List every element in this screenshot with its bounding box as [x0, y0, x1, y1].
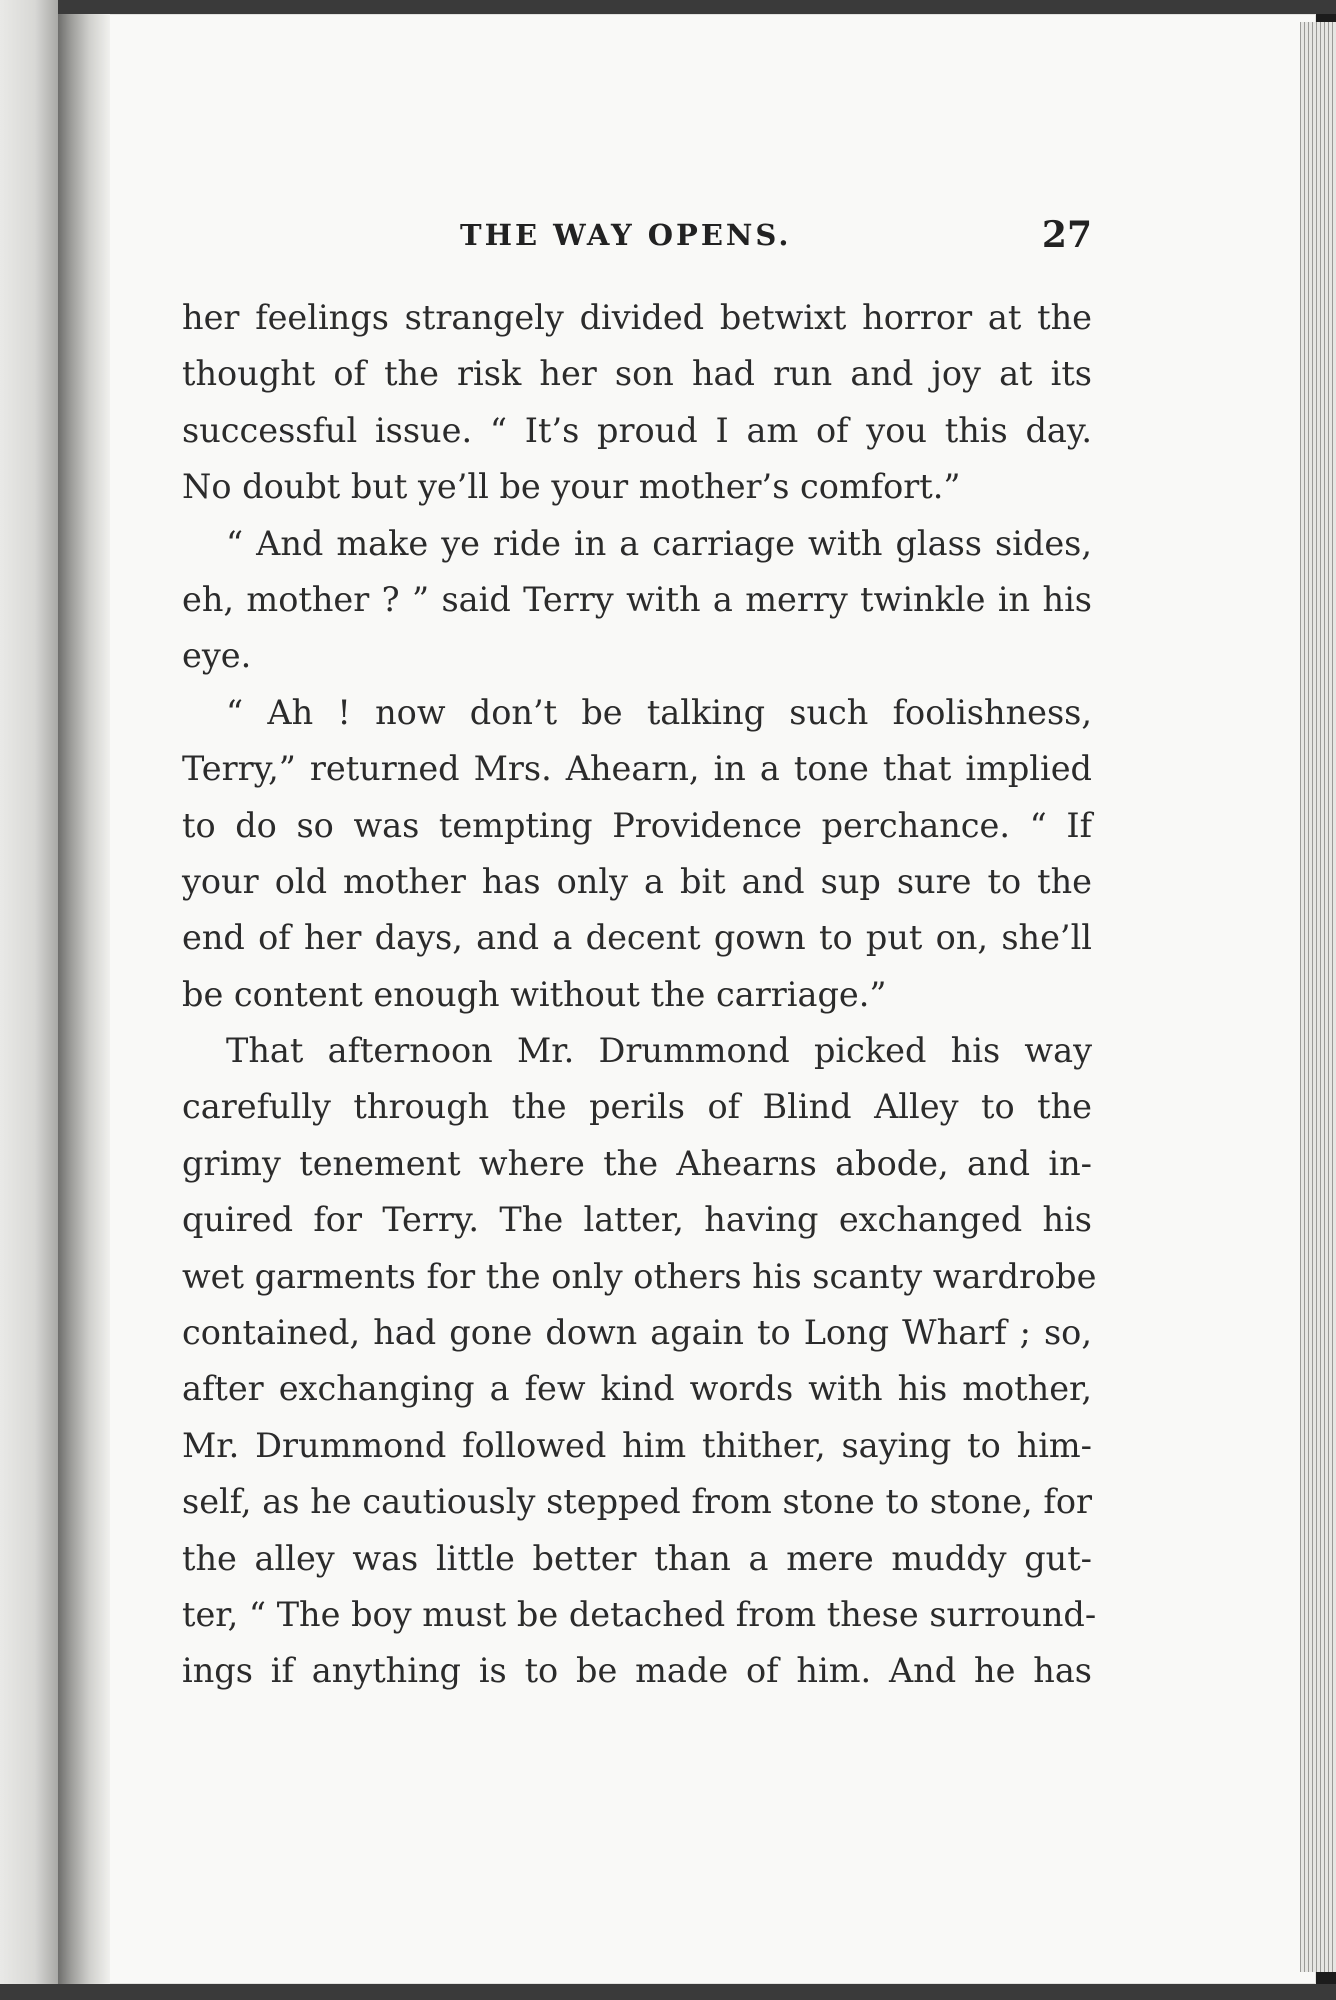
text-line: after exchanging a few kind words with his mother,	[182, 1369, 1092, 1409]
text-line: the alley was little better than a mere muddy gut-	[182, 1538, 1092, 1578]
page-header	[180, 214, 1092, 278]
text-line: Mr. Drummond followed him thither, saying to him-	[182, 1425, 1092, 1465]
text-line: successful issue. “ It’s proud I am of you this day.	[182, 410, 1092, 450]
text-line: end of her days, and a decent gown to put on, she’ll	[182, 918, 1092, 958]
text-line: “ Ah ! now don’t be talking such foolishness,	[226, 692, 1092, 732]
text-line: self, as he cautiously stepped from stone to stone, for	[182, 1482, 1092, 1522]
text-line: Terry,” returned Mrs. Ahearn, in a tone that implied	[182, 749, 1092, 789]
text-line: contained, had gone down again to Long Wharf ; so,	[182, 1313, 1092, 1353]
text-line: ings if anything is to be made of him. And he has	[182, 1651, 1092, 1691]
text-line: carefully through the perils of Blind Alley to the	[182, 1087, 1092, 1127]
text-line: eh, mother ? ” said Terry with a merry twinkle in his	[182, 579, 1092, 619]
text-line: ter, “ The boy must be detached from these surround-	[182, 1594, 1097, 1634]
text-line: That afternoon Mr. Drummond picked his way	[226, 1031, 1092, 1071]
text-line: her feelings strangely divided betwixt horror at the	[182, 298, 1092, 337]
scan-top-border	[0, 0, 1336, 14]
book-gutter-shadow	[58, 14, 110, 1984]
page-number: 27	[1041, 214, 1092, 256]
text-line: your old mother has only a bit and sup sure to the	[182, 861, 1092, 901]
text-line: No doubt but ye’ll be your mother’s comfort.”	[182, 467, 961, 507]
text-line: eye.	[182, 636, 252, 676]
text-line: wet garments for the only others his scanty wardrobe	[182, 1256, 1097, 1296]
facing-page-edge	[0, 0, 58, 2000]
text-line: be content enough without the carriage.”	[182, 974, 887, 1014]
text-line: to do so was tempting Providence perchance. “ If	[182, 805, 1092, 845]
text-line: quired for Terry. The latter, having exchanged his	[182, 1200, 1092, 1240]
scan-bottom-border	[0, 1984, 1336, 2000]
page-stack-edge	[1300, 22, 1336, 1972]
text-line: “ And make ye ride in a carriage with glass sides,	[226, 523, 1092, 563]
running-head: THE WAY OPENS.	[460, 218, 792, 252]
text-line: grimy tenement where the Ahearns abode, and in-	[182, 1143, 1092, 1183]
text-line: thought of the risk her son had run and joy at its	[182, 354, 1092, 394]
body-text	[182, 290, 1097, 1700]
